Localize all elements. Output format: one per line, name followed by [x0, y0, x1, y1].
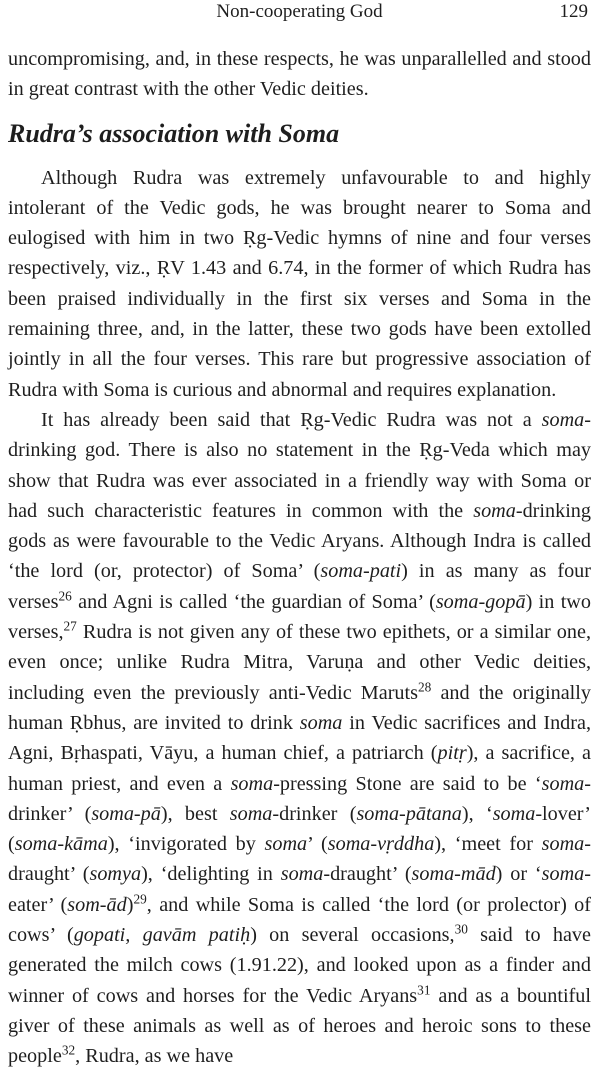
section-heading: Rudra’s association with Soma	[8, 118, 340, 148]
italic-term: soma-kāma	[14, 833, 108, 856]
text-run: ), a sacrifice, a human priest, and even a	[8, 742, 591, 795]
italic-term: soma	[264, 833, 308, 856]
footnote-reference: 31	[417, 982, 431, 998]
text-run: ​draught’ (	[8, 863, 90, 886]
text-run: and the originally human Ṛbhus, are invited to drink	[8, 681, 591, 734]
text-run: ), ‘delighting in	[141, 863, 281, 886]
paragraph	[8, 405, 591, 1072]
italic-term: soma-pātana	[356, 802, 462, 825]
footnote-reference: 26	[58, 588, 72, 604]
text-run: said to have generated the milch cows (1.91.22), and looked upon as a finder and winner of cows and horses for the Vedic Aryans	[8, 924, 591, 1007]
footnote-reference: 27	[63, 618, 77, 634]
text-run: -drinking gods as were favourable to the Vedic Aryans. Although Indra is called ‘the lord (or, protector) of Soma’ (	[8, 499, 591, 583]
text-run: )	[126, 893, 134, 916]
text-run: , Rudra, as we have	[75, 1045, 234, 1068]
italic-term: soma-	[541, 408, 591, 431]
footnote-reference: 29	[133, 891, 147, 907]
italic-term: soma-pā	[91, 802, 161, 825]
paragraph	[8, 44, 591, 105]
italic-term: soma	[230, 772, 274, 795]
text-run: Rudra is not given any of these two epithets, or a similar one, even once; unlike Rudra Mitra, Varuṇa and other Vedic deities, including even the previously anti-Vedic Maruts	[8, 621, 591, 704]
italic-term: soma-mād	[411, 863, 496, 886]
text-run: -lover’ (	[8, 802, 591, 856]
text-run: ), ‘meet for	[434, 833, 542, 856]
text-run: in Vedic sacrifices and Indra, Agni, Bṛhaspati, Vāyu, a human chief, a patriarch (	[8, 711, 591, 765]
footnote-reference: 28	[418, 679, 432, 695]
text-run: soma-​drinker	[8, 772, 591, 825]
italic-term: soma	[299, 711, 343, 734]
italic-term: som-ād	[67, 893, 127, 916]
text-run: -eater’ (	[8, 863, 592, 916]
text-run: -drinker (	[272, 802, 357, 825]
running-title: Non-cooperating God	[216, 1, 383, 22]
text-run: ), ‘	[461, 802, 493, 825]
text-run: and as a bountiful giver of these animals as well as of heroes and heroic sons to these people	[8, 984, 591, 1068]
running-header	[8, 0, 591, 30]
italic-term: soma-	[541, 833, 591, 856]
text-run: , and while Soma is called ‘the lord (or prolector) of cows’ (	[8, 893, 591, 947]
paragraph	[8, 163, 591, 405]
text-run: god. There is also no statement in the Ṛg-Veda which may show that Rudra was ever associated in a friendly way with Soma or had such characteristic features in common with the	[8, 439, 591, 522]
italic-term: soma-vṛddha	[327, 833, 435, 856]
text-run: -pressing Stone are said to be ‘	[273, 772, 542, 795]
italic-term: soma	[473, 499, 516, 522]
text-run: ) on several occasions,	[250, 924, 455, 947]
italic-term: soma	[229, 802, 273, 825]
text-run: It has already been said that Ṛg-Vedic Rudra was not a	[41, 408, 542, 431]
text-run: ) in as many as four verses	[8, 560, 591, 613]
italic-term: pitṛ	[437, 742, 467, 765]
page-number: 129	[559, 1, 588, 22]
italic-term: soma-gopā	[435, 590, 526, 613]
page-body	[8, 44, 591, 1072]
text-run: drinking	[8, 439, 77, 462]
text-run: ), ‘invigorated by	[107, 833, 265, 856]
text-run: ) in two verses,	[8, 590, 591, 644]
text-run: ’ (	[307, 833, 328, 856]
footnote-reference: 32	[61, 1042, 76, 1058]
text-run: -draught’ (	[323, 863, 412, 886]
italic-term: soma-​pati	[320, 560, 402, 583]
text-run: ), best	[160, 802, 230, 825]
text-run: uncompromising, and, in these respects, he was unparallelled and stood in great contrast with the other Vedic deities.	[8, 48, 591, 101]
italic-term: soma	[280, 863, 324, 886]
italic-term: soma	[541, 863, 585, 886]
text-run: ) or ‘	[495, 863, 542, 886]
italic-term: soma	[492, 802, 536, 825]
text-run: Although Rudra was extremely unfavourable to and highly intolerant of the Vedic gods, he was brought nearer to Soma and eulogised with him in two Ṛg-Vedic hymns of nine and four verses respectively, viz., ṚV 1.43 and 6.74, in the former of which Rudra has been praised individually in the first six verses and Soma in the remaining three, and, in the latter, these two gods have been extolled jointly in all the four verses. This rare but progressive association of Rudra with Soma is curious and abnormal and requires explanation.	[8, 166, 591, 401]
text-run: and Agni is called ‘the guardian of Soma’ (	[71, 590, 436, 613]
italic-term: gopati, gavām patiḥ	[73, 924, 251, 947]
italic-term: somya	[89, 863, 142, 886]
text-run: ’ (	[67, 802, 92, 825]
footnote-reference: 30	[454, 921, 468, 937]
